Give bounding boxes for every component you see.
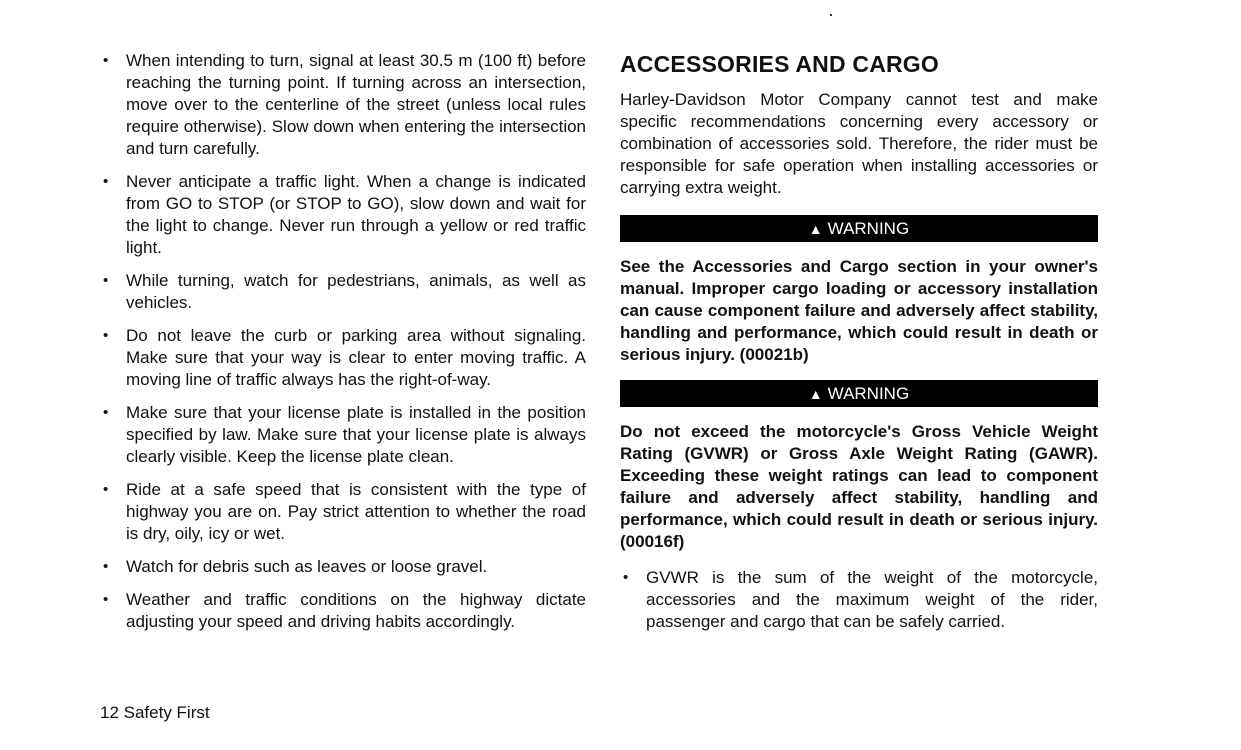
warning-triangle-icon: ▲ [808, 220, 823, 237]
list-item-text: Do not leave the curb or parking area without signaling. Make sure that your way is clear to enter moving traffic. A moving line of traffic always has the right-of-way. [126, 326, 586, 389]
list-item [100, 171, 586, 259]
warning-text: Do not exceed the motorcycle's Gross Vehicle Weight Rating (GVWR) or Gross Axle Weight Rating (GAWR). Exceeding these weight ratings can lead to component failure and adversely affect stability, handling and performance, which could result in death or serious injury. (00016f) [620, 422, 1098, 551]
list-item-text: Weather and traffic conditions on the highway dictate adjusting your speed and driving habits accordingly. [126, 590, 586, 631]
warning-banner [620, 380, 1098, 407]
list-item [100, 479, 586, 545]
warning-banner [620, 215, 1098, 242]
section-title: ACCESSORIES AND CARGO [620, 51, 939, 77]
list-item-text: Never anticipate a traffic light. When a change is indicated from GO to STOP (or STOP to GO), slow down and wait for the light to change. Never run through a yellow or red traffic light. [126, 172, 586, 257]
bullet-icon: • [103, 558, 109, 575]
bullet-icon: • [103, 481, 109, 498]
bullet-icon: • [623, 569, 629, 586]
list-item [100, 50, 586, 160]
bullet-icon: • [103, 327, 109, 344]
list-item-text: When intending to turn, signal at least 30.5 m (100 ft) before reaching the turning point. If turning across an intersection, move over to the centerline of the street (unless local rules require otherwise). Slow down when entering the intersection and turn carefully. [126, 51, 586, 158]
list-item [100, 589, 586, 633]
riding-tips-list [100, 50, 586, 633]
list-item-text: While turning, watch for pedestrians, animals, as well as vehicles. [126, 271, 586, 312]
list-item [100, 270, 586, 314]
section-intro: Harley-Davidson Motor Company cannot test and make specific recommendations concerning every accessory or combination of accessories sold. Therefore, the rider must be responsible for safe operation when installing accessories or carrying extra weight. [620, 90, 1098, 197]
bullet-icon: • [103, 52, 109, 69]
warning-triangle-icon: ▲ [808, 385, 823, 402]
right-column [620, 50, 1098, 644]
list-item [100, 556, 586, 578]
list-item [620, 567, 1098, 633]
bullet-icon: • [103, 591, 109, 608]
list-item-text: Ride at a safe speed that is consistent with the type of highway you are on. Pay strict attention to whether the road is dry, oily, icy or wet. [126, 480, 586, 543]
list-item-text: Watch for debris such as leaves or loose gravel. [126, 557, 488, 576]
scan-speck [830, 14, 832, 16]
page-footer: 12 Safety First [100, 703, 210, 722]
gvwr-list [620, 567, 1098, 633]
list-item-text: GVWR is the sum of the weight of the motorcycle, accessories and the maximum weight of the rider, passenger and cargo that can be safely carried. [646, 568, 1098, 631]
warning-text: See the Accessories and Cargo section in your owner's manual. Improper cargo loading or accessory installation can cause component failure and adversely affect stability, handling and performance, which could result in death or serious injury. (00021b) [620, 257, 1098, 364]
warning-label: WARNING [827, 383, 910, 403]
list-item [100, 325, 586, 391]
list-item-text: Make sure that your license plate is installed in the position specified by law. Make sure that your license plate is always clearly visible. Keep the license plate clean. [126, 403, 586, 466]
left-column [100, 50, 586, 644]
bullet-icon: • [103, 272, 109, 289]
bullet-icon: • [103, 404, 109, 421]
warning-label: WARNING [827, 218, 910, 238]
list-item [100, 402, 586, 468]
bullet-icon: • [103, 173, 109, 190]
